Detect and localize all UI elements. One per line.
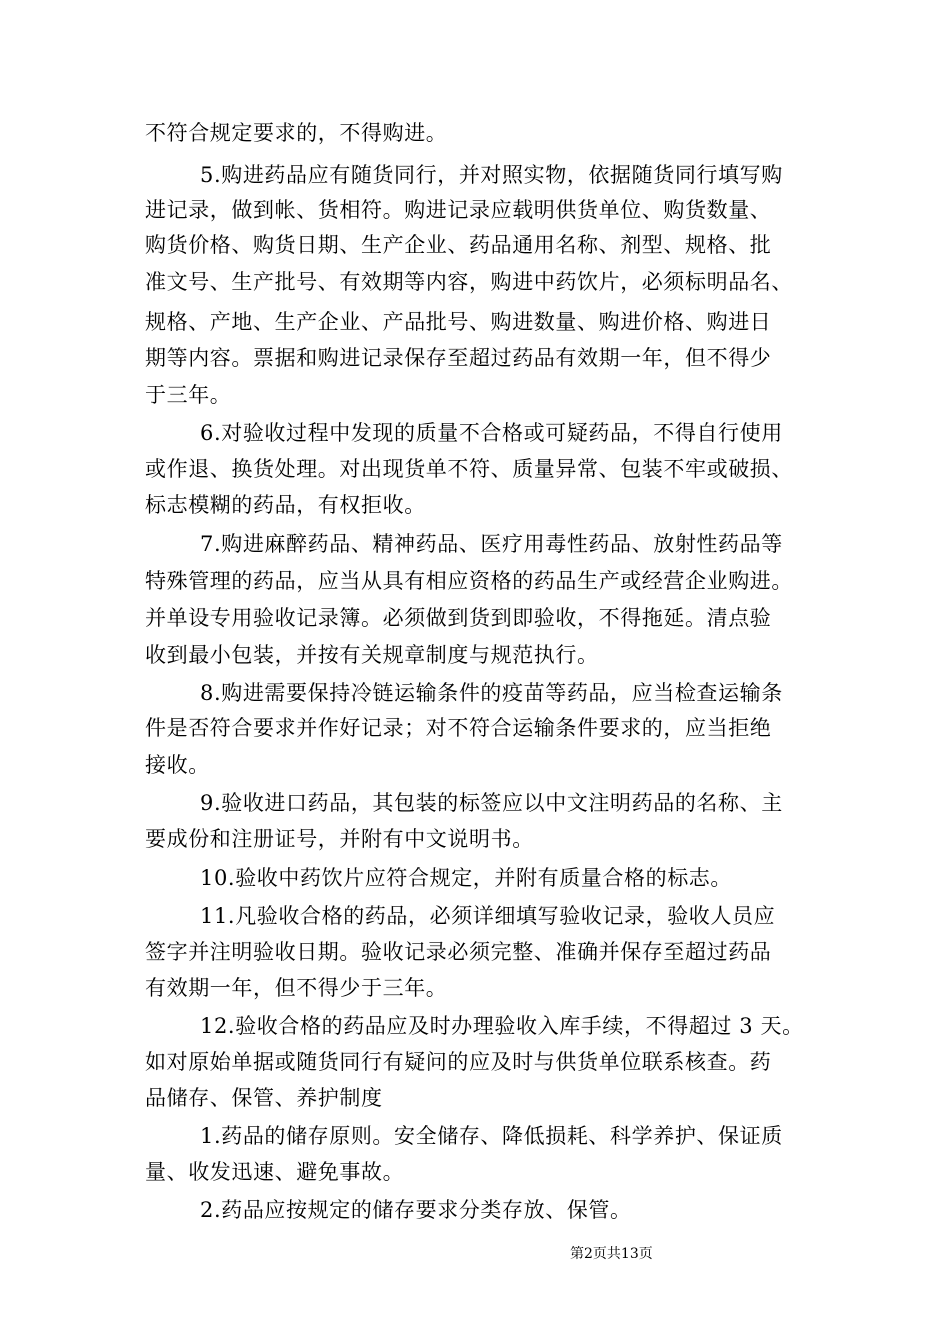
text-line: 或作退、换货处理。对出现货单不符、质量异常、包装不牢或破损、 xyxy=(145,457,793,481)
text-line: 1.药品的储存原则。安全储存、降低损耗、科学养护、保证质 xyxy=(200,1124,783,1148)
text-line: 规格、产地、生产企业、产品批号、购进数量、购进价格、购进日 xyxy=(145,310,772,334)
text-line: 期等内容。票据和购进记录保存至超过药品有效期一年，但不得少 xyxy=(145,346,772,370)
text-line: 如对原始单据或随货同行有疑问的应及时与供货单位联系核查。药 xyxy=(145,1050,772,1074)
text-line: 9.验收进口药品，其包装的标签应以中文注明药品的名称、主 xyxy=(200,791,783,815)
text-line: 要成份和注册证号，并附有中文说明书。 xyxy=(145,827,534,851)
text-line: 2.药品应按规定的储存要求分类存放、保管。 xyxy=(200,1198,632,1222)
text-line: 接收。 xyxy=(145,753,210,777)
text-line: 8.购进需要保持冷链运输条件的疫苗等药品，应当检查运输条 xyxy=(200,681,783,705)
page-number: 第2页共13页 xyxy=(570,1246,653,1262)
text-line: 进记录，做到帐、货相符。购进记录应载明供货单位、购货数量、 xyxy=(145,198,772,222)
text-line: 购货价格、购货日期、生产企业、药品通用名称、剂型、规格、批 xyxy=(145,233,772,257)
text-line: 11.凡验收合格的药品，必须详细填写验收记录，验收人员应 xyxy=(200,904,776,928)
text-line: 6.对验收过程中发现的质量不合格或可疑药品，不得自行使用 xyxy=(200,421,783,445)
text-line: 收到最小包装，并按有关规章制度与规范执行。 xyxy=(145,643,599,667)
text-line: 量、收发迅速、避免事故。 xyxy=(145,1160,405,1184)
text-line: 准文号、生产批号、有效期等内容，购进中药饮片，必须标明品名、 xyxy=(145,270,793,294)
text-line: 不符合规定要求的，不得购进。 xyxy=(145,121,448,145)
text-line: 12.验收合格的药品应及时办理验收入库手续，不得超过 3 天。 xyxy=(200,1014,804,1038)
text-line: 标志模糊的药品，有权拒收。 xyxy=(145,493,426,517)
text-line: 10.验收中药饮片应符合规定，并附有质量合格的标志。 xyxy=(200,866,732,890)
text-line: 7.购进麻醉药品、精神药品、医疗用毒性药品、放射性药品等 xyxy=(200,532,783,556)
text-line: 于三年。 xyxy=(145,383,232,407)
text-line: 5.购进药品应有随货同行，并对照实物，依据随货同行填写购 xyxy=(200,163,783,187)
text-line: 并单设专用验收记录簿。必须做到货到即验收，不得拖延。清点验 xyxy=(145,606,772,630)
text-line: 件是否符合要求并作好记录；对不符合运输条件要求的，应当拒绝 xyxy=(145,716,772,740)
text-line: 签字并注明验收日期。验收记录必须完整、准确并保存至超过药品 xyxy=(145,940,772,964)
text-line: 品储存、保管、养护制度 xyxy=(145,1086,383,1110)
text-line: 特殊管理的药品，应当从具有相应资格的药品生产或经营企业购进。 xyxy=(145,569,793,593)
text-line: 有效期一年，但不得少于三年。 xyxy=(145,976,448,1000)
